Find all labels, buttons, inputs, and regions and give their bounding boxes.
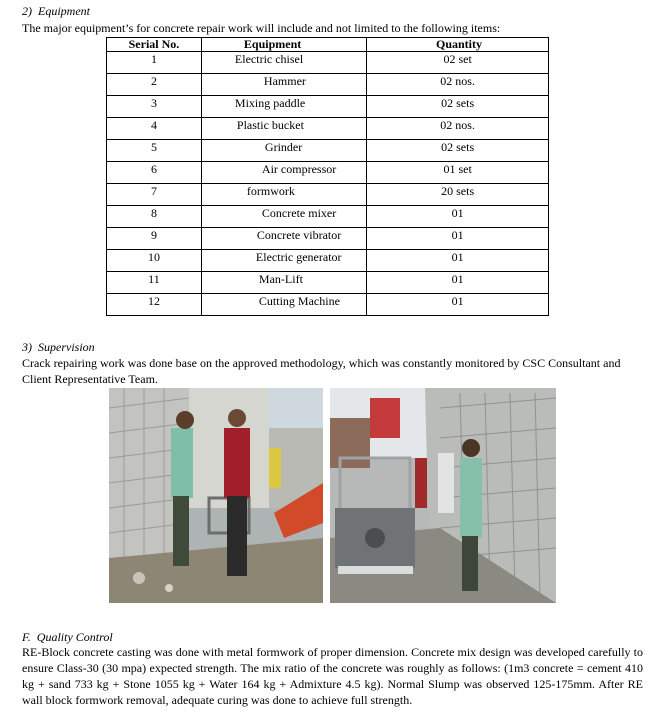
cell-serial: 11 (107, 272, 202, 294)
table-row (107, 96, 549, 118)
table-row (107, 162, 549, 184)
cell-quantity: 20 sets (367, 184, 549, 206)
cell-equipment: Mixing paddle (201, 96, 366, 118)
cell-quantity: 01 (367, 272, 549, 294)
cell-serial: 10 (107, 250, 202, 272)
cell-equipment: Electric chisel (201, 52, 366, 74)
cell-equipment: Cutting Machine (201, 294, 366, 316)
supervision-body: Crack repairing work was done base on the approved methodology, which was constantly monitored by CSC Consultant and Client Representative Team. (22, 356, 621, 386)
cell-equipment: Air compressor (201, 162, 366, 184)
cell-equipment: Hammer (201, 74, 366, 96)
header-equipment: Equipment (201, 38, 366, 52)
table-row (107, 118, 549, 140)
cell-quantity: 02 sets (367, 140, 549, 162)
quality-body: RE-Block concrete casting was done with metal formwork of proper dimension. Concrete mix design was developed carefully to ensure Class-30 (30 mpa) expected strength. The mix ratio of the concrete was roughly as follows: (1m3 concrete = cement 410 kg + sand 733 kg + Stone 1055 kg + Water 164 kg + Admixture 4.5 kg). Normal Slump was observed 125-175mm. After RE wall block formwork removal, adequate curing was done to achieve full strength. (22, 645, 643, 707)
cell-serial: 3 (107, 96, 202, 118)
table-row (107, 228, 549, 250)
cell-quantity: 02 nos. (367, 118, 549, 140)
table-row (107, 206, 549, 228)
cell-equipment: Grinder (201, 140, 366, 162)
table-row (107, 294, 549, 316)
cell-serial: 12 (107, 294, 202, 316)
cell-equipment: Concrete mixer (201, 206, 366, 228)
header-quantity: Quantity (367, 38, 549, 52)
equipment-table (106, 37, 549, 316)
quality-heading: F. Quality Control (22, 630, 113, 644)
header-serial: Serial No. (107, 38, 202, 52)
cell-serial: 2 (107, 74, 202, 96)
cell-serial: 5 (107, 140, 202, 162)
equipment-intro: The major equipment’s for concrete repair work will include and not limited to the following items: (22, 21, 501, 35)
cell-serial: 1 (107, 52, 202, 74)
supervision-heading: 3) Supervision (22, 340, 95, 354)
table-row (107, 272, 549, 294)
cell-equipment: formwork (201, 184, 366, 206)
cell-serial: 8 (107, 206, 202, 228)
table-row (107, 184, 549, 206)
cell-quantity: 02 sets (367, 96, 549, 118)
cell-equipment: Man-Lift (201, 272, 366, 294)
cell-quantity: 01 (367, 228, 549, 250)
equipment-heading: 2) Equipment (22, 4, 90, 18)
table-header-row (107, 38, 549, 52)
site-inspection-photo (109, 388, 323, 603)
table-row (107, 74, 549, 96)
cell-serial: 6 (107, 162, 202, 184)
table-row (107, 52, 549, 74)
man-lift-site-photo (330, 388, 556, 603)
cell-quantity: 02 nos. (367, 74, 549, 96)
table-row (107, 140, 549, 162)
table-row (107, 250, 549, 272)
cell-quantity: 01 set (367, 162, 549, 184)
cell-quantity: 01 (367, 250, 549, 272)
cell-equipment: Plastic bucket (201, 118, 366, 140)
cell-quantity: 01 (367, 206, 549, 228)
cell-quantity: 02 set (367, 52, 549, 74)
cell-serial: 7 (107, 184, 202, 206)
cell-serial: 9 (107, 228, 202, 250)
cell-equipment: Concrete vibrator (201, 228, 366, 250)
cell-serial: 4 (107, 118, 202, 140)
cell-equipment: Electric generator (201, 250, 366, 272)
cell-quantity: 01 (367, 294, 549, 316)
